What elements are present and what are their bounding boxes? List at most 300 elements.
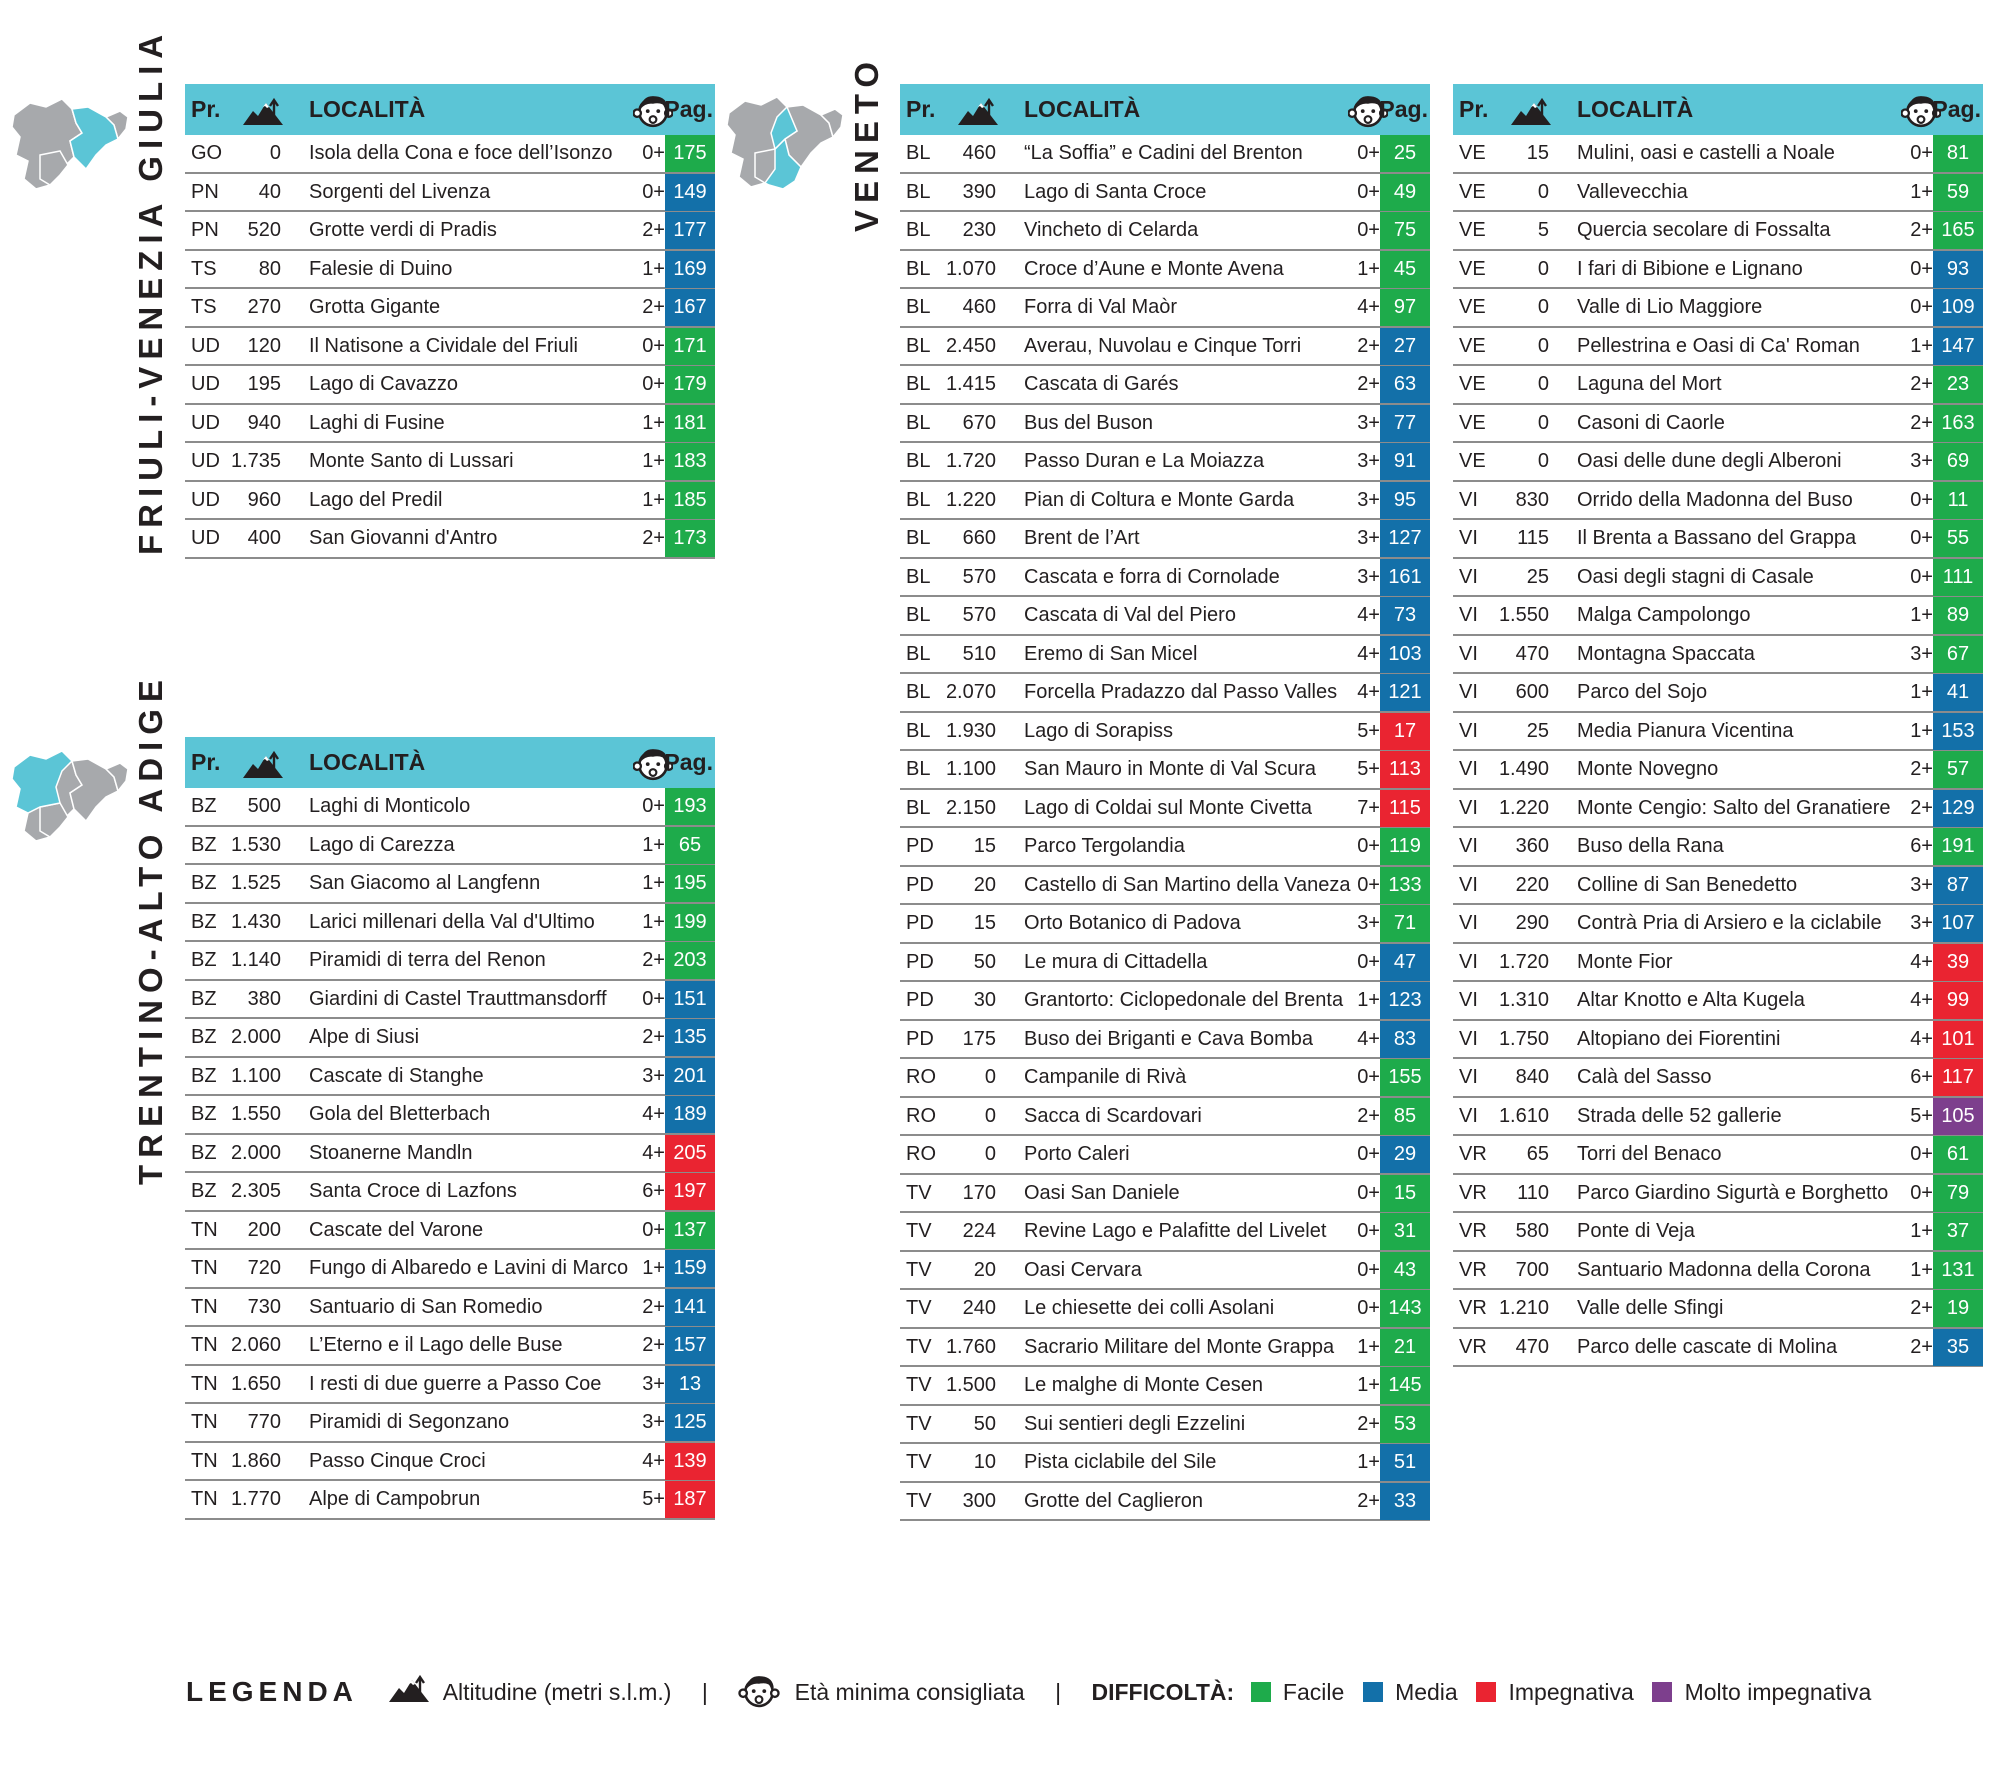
cell-locality: Cascata e forra di Cornolade [1024, 565, 1280, 588]
cell-age: 4+ [1910, 989, 1933, 1011]
cell-locality: Parco del Sojo [1577, 681, 1708, 703]
cell-altitude: 2.450 [945, 334, 996, 357]
cell-age: 0+ [1357, 180, 1380, 203]
table-row [1453, 328, 1983, 367]
cell-locality: Passo Cinque Croci [309, 1449, 486, 1472]
cell-locality: Casoni di Caorle [1577, 411, 1725, 434]
cell-province: VI [1459, 604, 1478, 626]
cell-province: BL [906, 642, 931, 665]
cell-altitude: 1.140 [230, 949, 281, 971]
table-taa [185, 737, 715, 1520]
cell-page: 81 [1933, 135, 1983, 172]
cell-locality: Grotte del Caglieron [1024, 1489, 1203, 1512]
cell-province: BL [906, 219, 931, 241]
table-row [185, 981, 715, 1020]
cell-page: 17 [1380, 713, 1430, 750]
cell-locality: San Giovanni d'Antro [309, 527, 498, 549]
cell-age: 0+ [1357, 142, 1380, 164]
cell-locality: Cascate del Varone [309, 1218, 484, 1241]
cell-province: PN [191, 219, 219, 241]
cell-altitude: 1.525 [230, 872, 281, 894]
table-row [185, 1250, 715, 1289]
cell-altitude: 50 [973, 950, 996, 973]
mountain-icon [388, 1674, 430, 1710]
cell-altitude: 1.220 [945, 488, 996, 511]
table-row [185, 405, 715, 444]
cell-province: VE [1459, 450, 1486, 472]
cell-locality: Grantorto: Ciclopedonale del Brenta [1024, 989, 1344, 1011]
cell-age: 3+ [1357, 488, 1380, 511]
swatch-impegnativa [1476, 1682, 1496, 1702]
table-row [900, 982, 1430, 1021]
cell-province: TS [191, 296, 217, 318]
cell-age: 1+ [642, 488, 665, 511]
table-row [1453, 135, 1983, 174]
cell-province: GO [191, 142, 223, 164]
cell-altitude: 0 [1537, 257, 1549, 280]
cell-page: 181 [665, 405, 715, 442]
cell-age: 1+ [642, 450, 665, 472]
cell-altitude: 230 [962, 219, 996, 241]
cell-altitude: 170 [962, 1181, 996, 1204]
table-row [1453, 867, 1983, 906]
table-row [1453, 1329, 1983, 1368]
cell-age: 1+ [642, 910, 665, 933]
table-row [1453, 713, 1983, 752]
cell-age: 2+ [1357, 373, 1380, 395]
cell-page: 101 [1933, 1021, 1983, 1058]
cell-province: VR [1459, 1143, 1487, 1165]
table-row [1453, 790, 1983, 829]
table-row [900, 482, 1430, 521]
cell-province: TN [191, 1295, 218, 1318]
cell-page: 199 [665, 904, 715, 941]
cell-province: BL [906, 180, 931, 203]
cell-altitude: 15 [973, 835, 996, 857]
cell-altitude: 1.930 [945, 719, 996, 742]
cell-age: 1+ [1910, 719, 1933, 742]
cell-altitude: 0 [984, 1066, 996, 1088]
cell-age: 4+ [1357, 296, 1380, 318]
veneto-map-icon [725, 88, 845, 198]
cell-page: 37 [1933, 1213, 1983, 1250]
cell-age: 0+ [1357, 873, 1380, 896]
cell-page: 43 [1380, 1252, 1430, 1289]
cell-locality: Il Natisone a Cividale del Friuli [309, 334, 579, 357]
cell-province: BZ [191, 1180, 217, 1202]
cell-province: VI [1459, 1027, 1478, 1050]
cell-province: BL [906, 796, 931, 819]
cell-locality: Oasi degli stagni di Casale [1577, 565, 1814, 588]
table-row [185, 1019, 715, 1058]
cell-page: 33 [1380, 1483, 1430, 1520]
cell-province: BL [906, 373, 931, 395]
cell-locality: Averau, Nuvolau e Cinque Torri [1024, 334, 1302, 357]
table-row [185, 788, 715, 827]
cell-page: 11 [1933, 482, 1983, 519]
cell-locality: Pellestrina e Oasi di Ca' Roman [1577, 334, 1860, 357]
cell-page: 161 [1380, 559, 1430, 596]
cell-page: 117 [1933, 1059, 1983, 1096]
table-row [185, 366, 715, 405]
cell-province: TN [191, 1449, 218, 1472]
cell-province: VR [1459, 1258, 1487, 1281]
header-pr: Pr. [191, 749, 221, 775]
cell-page: 95 [1380, 482, 1430, 519]
legend-media: Media [1395, 1678, 1458, 1705]
cell-locality: Cascata di Val del Piero [1024, 604, 1236, 626]
cell-page: 165 [1933, 212, 1983, 249]
cell-altitude: 80 [258, 257, 281, 280]
cell-province: VE [1459, 296, 1486, 318]
cell-province: BZ [191, 872, 217, 894]
cell-locality: Valle delle Sfingi [1577, 1297, 1724, 1319]
cell-altitude: 1.860 [230, 1449, 281, 1472]
table-row [900, 751, 1430, 790]
table-header [1453, 84, 1983, 135]
cell-age: 6+ [642, 1180, 665, 1202]
cell-page: 135 [665, 1019, 715, 1056]
table-row [900, 405, 1430, 444]
table-row [185, 328, 715, 367]
cell-age: 0+ [1357, 1181, 1380, 1204]
cell-age: 0+ [1910, 527, 1933, 549]
cell-locality: Santuario Madonna della Corona [1577, 1258, 1871, 1281]
table-row [900, 289, 1430, 328]
cell-province: VE [1459, 219, 1486, 241]
cell-page: 201 [665, 1058, 715, 1095]
cell-page: 79 [1933, 1175, 1983, 1212]
cell-age: 5+ [1357, 719, 1380, 742]
cell-age: 4+ [1357, 681, 1380, 703]
cell-page: 171 [665, 328, 715, 365]
table-row [185, 1212, 715, 1251]
cell-altitude: 2.060 [230, 1334, 281, 1356]
cell-page: 71 [1380, 905, 1430, 942]
cell-age: 4+ [1910, 950, 1933, 973]
cell-locality: Quercia secolare di Fossalta [1577, 219, 1831, 241]
cell-locality: Le mura di Cittadella [1024, 950, 1208, 973]
cell-province: UD [191, 527, 220, 549]
table-row [1453, 944, 1983, 983]
cell-locality: Lago di Carezza [309, 833, 455, 856]
cell-page: 19 [1933, 1290, 1983, 1327]
cell-page: 97 [1380, 289, 1430, 326]
cell-locality: Gola del Bletterbach [309, 1103, 491, 1125]
cell-locality: Colline di San Benedetto [1577, 873, 1798, 896]
cell-page: 205 [665, 1135, 715, 1172]
cell-page: 109 [1933, 289, 1983, 326]
cell-locality: Le malghe di Monte Cesen [1024, 1374, 1264, 1396]
cell-province: VI [1459, 758, 1478, 780]
table-row [900, 944, 1430, 983]
cell-locality: Cascata di Garés [1024, 373, 1179, 395]
cell-altitude: 270 [247, 296, 281, 318]
cell-page: 39 [1933, 944, 1983, 981]
table-row [185, 251, 715, 290]
taa-map-icon [10, 742, 130, 852]
table-row [1453, 174, 1983, 213]
cell-altitude: 1.100 [945, 758, 996, 780]
cell-locality: Vallevecchia [1577, 180, 1688, 203]
cell-locality: Alpe di Siusi [309, 1026, 420, 1048]
cell-altitude: 830 [1515, 488, 1549, 511]
cell-locality: Pista ciclabile del Sile [1024, 1451, 1217, 1473]
cell-altitude: 380 [247, 987, 281, 1010]
cell-altitude: 120 [247, 334, 281, 357]
cell-page: 133 [1380, 867, 1430, 904]
cell-locality: Stoanerne Mandln [309, 1141, 473, 1164]
table-row [185, 1443, 715, 1482]
cell-age: 3+ [1357, 565, 1380, 588]
cell-page: 23 [1933, 366, 1983, 403]
cell-locality: Brent de l’Art [1024, 527, 1140, 549]
cell-altitude: 10 [973, 1451, 996, 1473]
cell-altitude: 460 [962, 296, 996, 318]
cell-age: 2+ [1910, 373, 1933, 395]
cell-age: 1+ [642, 833, 665, 856]
cell-altitude: 2.305 [230, 1180, 281, 1202]
cell-page: 125 [665, 1404, 715, 1441]
cell-altitude: 0 [1537, 180, 1549, 203]
cell-altitude: 360 [1515, 835, 1549, 857]
cell-locality: Parco delle cascate di Molina [1577, 1335, 1838, 1358]
table-row [185, 520, 715, 559]
table-row [900, 559, 1430, 598]
cell-locality: Piramidi di Segonzano [309, 1411, 510, 1433]
table-row [185, 904, 715, 943]
table-row [1453, 1252, 1983, 1291]
cell-altitude: 0 [984, 1143, 996, 1165]
table-fvg [185, 84, 715, 559]
cell-province: TV [906, 1335, 932, 1358]
cell-altitude: 1.720 [1498, 950, 1549, 973]
cell-altitude: 1.210 [1498, 1297, 1549, 1319]
cell-province: TV [906, 1374, 932, 1396]
table-row [900, 366, 1430, 405]
cell-age: 3+ [1357, 912, 1380, 934]
cell-altitude: 940 [247, 411, 281, 434]
cell-page: 59 [1933, 174, 1983, 211]
table-row [900, 1444, 1430, 1483]
cell-province: BZ [191, 949, 217, 971]
cell-province: BL [906, 488, 931, 511]
cell-altitude: 1.220 [1498, 796, 1549, 819]
cell-altitude: 25 [1526, 565, 1549, 588]
cell-altitude: 0 [1537, 411, 1549, 434]
cell-page: 129 [1933, 790, 1983, 827]
cell-altitude: 1.550 [230, 1103, 281, 1125]
cell-altitude: 390 [962, 180, 996, 203]
cell-province: BZ [191, 795, 217, 817]
cell-page: 69 [1933, 443, 1983, 480]
cell-page: 195 [665, 865, 715, 902]
cell-locality: Falesie di Duino [309, 257, 453, 280]
cell-province: PD [906, 1027, 934, 1050]
cell-province: BZ [191, 1141, 217, 1164]
table-row [900, 1175, 1430, 1214]
cell-locality: Lago di Santa Croce [1024, 180, 1207, 203]
cell-page: 113 [1380, 751, 1430, 788]
cell-age: 3+ [642, 1064, 665, 1087]
cell-age: 1+ [1357, 989, 1380, 1011]
cell-locality: Isola della Cona e foce dell’Isonzo [309, 142, 613, 164]
cell-locality: Lago del Predil [309, 488, 443, 511]
cell-age: 0+ [1357, 1297, 1380, 1319]
cell-page: 169 [665, 251, 715, 288]
cell-age: 1+ [1357, 1374, 1380, 1396]
cell-locality: Montagna Spaccata [1577, 642, 1755, 665]
table-row [1453, 751, 1983, 790]
cell-altitude: 470 [1515, 642, 1549, 665]
header-localita: LOCALITÀ [1577, 96, 1694, 122]
cell-altitude: 1.720 [945, 450, 996, 472]
cell-age: 0+ [1910, 296, 1933, 318]
region-title-fvg: FRIULI-VENEZIA GIULIA [132, 27, 169, 555]
cell-altitude: 0 [984, 1104, 996, 1127]
cell-altitude: 500 [247, 795, 281, 817]
cell-page: 131 [1933, 1252, 1983, 1289]
cell-page: 185 [665, 482, 715, 519]
table-veneto-2 [1453, 84, 1983, 1367]
cell-locality: Calà del Sasso [1577, 1066, 1712, 1088]
table-row [1453, 520, 1983, 559]
cell-province: VR [1459, 1181, 1487, 1204]
cell-page: 197 [665, 1173, 715, 1210]
cell-altitude: 300 [962, 1489, 996, 1512]
cell-altitude: 1.750 [1498, 1027, 1549, 1050]
cell-province: BL [906, 334, 931, 357]
table-row [900, 1059, 1430, 1098]
cell-age: 1+ [1357, 1451, 1380, 1473]
cell-province: BZ [191, 910, 217, 933]
cell-altitude: 2.000 [230, 1026, 281, 1048]
table-row [1453, 1175, 1983, 1214]
cell-altitude: 1.500 [945, 1374, 996, 1396]
cell-locality: Monte Cengio: Salto del Granatiere [1577, 796, 1891, 819]
table-row [1453, 212, 1983, 251]
cell-age: 0+ [1357, 1066, 1380, 1088]
header-pag: Pag. [1932, 96, 1981, 122]
cell-altitude: 580 [1515, 1220, 1549, 1242]
cell-province: VE [1459, 142, 1486, 164]
cell-province: VE [1459, 373, 1486, 395]
cell-page: 49 [1380, 174, 1430, 211]
cell-locality: Lago di Coldai sul Monte Civetta [1024, 796, 1312, 819]
cell-age: 4+ [1357, 642, 1380, 665]
table-row [900, 520, 1430, 559]
cell-locality: Santuario di San Romedio [309, 1295, 543, 1318]
cell-age: 0+ [642, 1218, 665, 1241]
cell-province: VI [1459, 527, 1478, 549]
cell-page: 121 [1380, 674, 1430, 711]
table-row [185, 1289, 715, 1328]
swatch-molto-impegnativa [1652, 1682, 1672, 1702]
cell-locality: Buso dei Briganti e Cava Bomba [1024, 1027, 1314, 1050]
cell-province: TV [906, 1220, 932, 1242]
cell-province: BL [906, 719, 931, 742]
cell-age: 4+ [642, 1141, 665, 1164]
table-row [900, 905, 1430, 944]
table-row [900, 174, 1430, 213]
cell-age: 2+ [1357, 334, 1380, 357]
legend [186, 1670, 1871, 1710]
cell-age: 4+ [1357, 604, 1380, 626]
cell-altitude: 1.610 [1498, 1104, 1549, 1127]
table-row [900, 1406, 1430, 1445]
cell-age: 1+ [1910, 1258, 1933, 1281]
cell-altitude: 570 [962, 565, 996, 588]
cell-age: 0+ [1357, 1220, 1380, 1242]
cell-page: 63 [1380, 366, 1430, 403]
cell-age: 3+ [1357, 411, 1380, 434]
cell-province: VI [1459, 642, 1478, 665]
cell-locality: Campanile di Rivà [1024, 1066, 1187, 1088]
cell-locality: Mulini, oasi e castelli a Noale [1577, 142, 1835, 164]
cell-altitude: 0 [1537, 450, 1549, 472]
cell-page: 45 [1380, 251, 1430, 288]
cell-province: PD [906, 873, 934, 896]
cell-page: 159 [665, 1250, 715, 1287]
table-row [900, 1367, 1430, 1406]
cell-locality: Cascate di Stanghe [309, 1064, 484, 1087]
cell-altitude: 175 [962, 1027, 996, 1050]
header-pag: Pag. [1379, 96, 1428, 122]
cell-page: 179 [665, 366, 715, 403]
cell-province: TV [906, 1489, 932, 1512]
cell-locality: Strada delle 52 gallerie [1577, 1104, 1782, 1127]
table-row [185, 827, 715, 866]
cell-province: BL [906, 450, 931, 472]
cell-province: BL [906, 142, 931, 164]
cell-province: VE [1459, 334, 1486, 357]
table-row [900, 674, 1430, 713]
table-row [1453, 482, 1983, 521]
cell-province: PD [906, 950, 934, 973]
cell-province: BZ [191, 1103, 217, 1125]
table-header [900, 84, 1430, 135]
cell-altitude: 1.650 [230, 1372, 281, 1395]
cell-age: 0+ [642, 373, 665, 395]
cell-page: 139 [665, 1443, 715, 1480]
cell-page: 53 [1380, 1406, 1430, 1443]
cell-age: 5+ [1357, 758, 1380, 780]
table-veneto-1 [900, 84, 1430, 1521]
cell-page: 85 [1380, 1098, 1430, 1135]
legend-separator: | [1055, 1678, 1062, 1705]
cell-province: TV [906, 1181, 932, 1204]
cell-age: 2+ [1910, 1297, 1933, 1319]
cell-altitude: 224 [962, 1220, 996, 1242]
cell-page: 35 [1933, 1329, 1983, 1366]
cell-altitude: 1.310 [1498, 989, 1549, 1011]
cell-page: 65 [665, 827, 715, 864]
cell-locality: Orto Botanico di Padova [1024, 912, 1241, 934]
cell-locality: Contrà Pria di Arsiero e la ciclabile [1577, 912, 1882, 934]
cell-province: TV [906, 1412, 932, 1435]
cell-locality: Lago di Sorapiss [1024, 719, 1173, 742]
cell-province: VI [1459, 681, 1478, 703]
swatch-media [1363, 1682, 1383, 1702]
cell-province: BL [906, 681, 931, 703]
cell-locality: San Giacomo al Langfenn [309, 872, 541, 894]
cell-page: 147 [1933, 328, 1983, 365]
cell-locality: Sacrario Militare del Monte Grappa [1024, 1335, 1335, 1358]
cell-altitude: 400 [247, 527, 281, 549]
cell-locality: Grotte verdi di Pradis [309, 219, 497, 241]
cell-locality: Grotta Gigante [309, 296, 441, 318]
cell-page: 61 [1933, 1136, 1983, 1173]
